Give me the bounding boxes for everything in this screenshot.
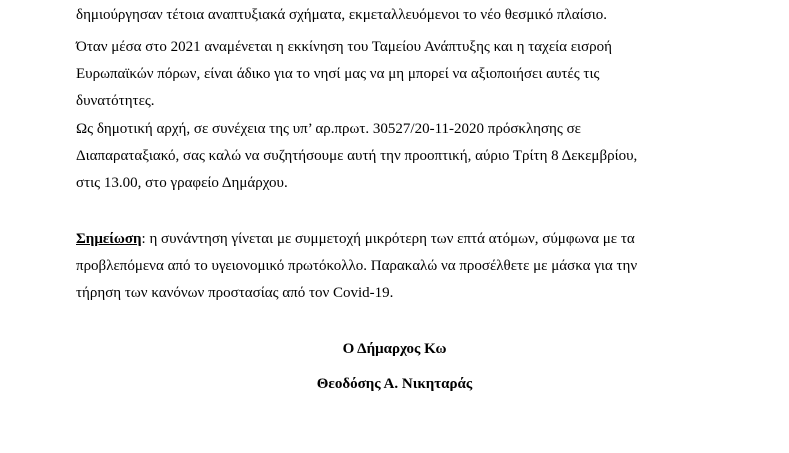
text-line: Ως δημοτική αρχή, σε συνέχεια της υπ’ αρ.πρωτ. 30527/20-11-2020 πρόσκλησης σε [76, 121, 581, 137]
text-line: δημιούργησαν τέτοια αναπτυξιακά σχήματα, εκμεταλλευόμενοι το νέο θεσμικό πλαίσιο. [76, 7, 607, 23]
text-line: τήρηση των κανόνων προστασίας από τον Covid-19. [76, 285, 394, 301]
text-line: Διαπαραταξιακό, σας καλώ να συζητήσουμε αυτή την προοπτική, αύριο Τρίτη 8 Δεκεμβρίου, [76, 148, 638, 164]
paragraph-note [76, 226, 690, 307]
paragraph-intro-end [76, 2, 690, 29]
text-span: Ευρωπαϊκών πόρων, είναι άδικο για το νησί μας να μη μπορεί να αξιοποιήσει αυτές τις [76, 66, 600, 82]
signature-name: Θεοδόσης Α. Νικηταράς [316, 376, 473, 392]
paragraph-development-fund [76, 34, 690, 115]
text-line: προβλεπόμενα από το υγειονομικό πρωτόκολλο. Παρακαλώ να προσέλθετε με μάσκα για την [76, 258, 638, 274]
note-text: : η συνάντηση γίνεται με συμμετοχή μικρότερη των επτά ατόμων, σύμφωνα με τα [141, 231, 635, 247]
text-line [76, 34, 690, 61]
text-line [76, 61, 690, 88]
text-line: δυνατότητες. [76, 93, 155, 109]
note-label: Σημείωση [76, 231, 142, 247]
text-line: στις 13.00, στο γραφείο Δημάρχου. [76, 175, 288, 191]
paragraph-invitation [76, 116, 690, 197]
signature-title: Ο Δήμαρχος Κω [342, 341, 447, 357]
text-span: Όταν μέσα στο 2021 αναμένεται η εκκίνηση του Ταμείου Ανάπτυξης και η ταχεία εισροή [76, 39, 613, 55]
text-line [76, 226, 690, 253]
